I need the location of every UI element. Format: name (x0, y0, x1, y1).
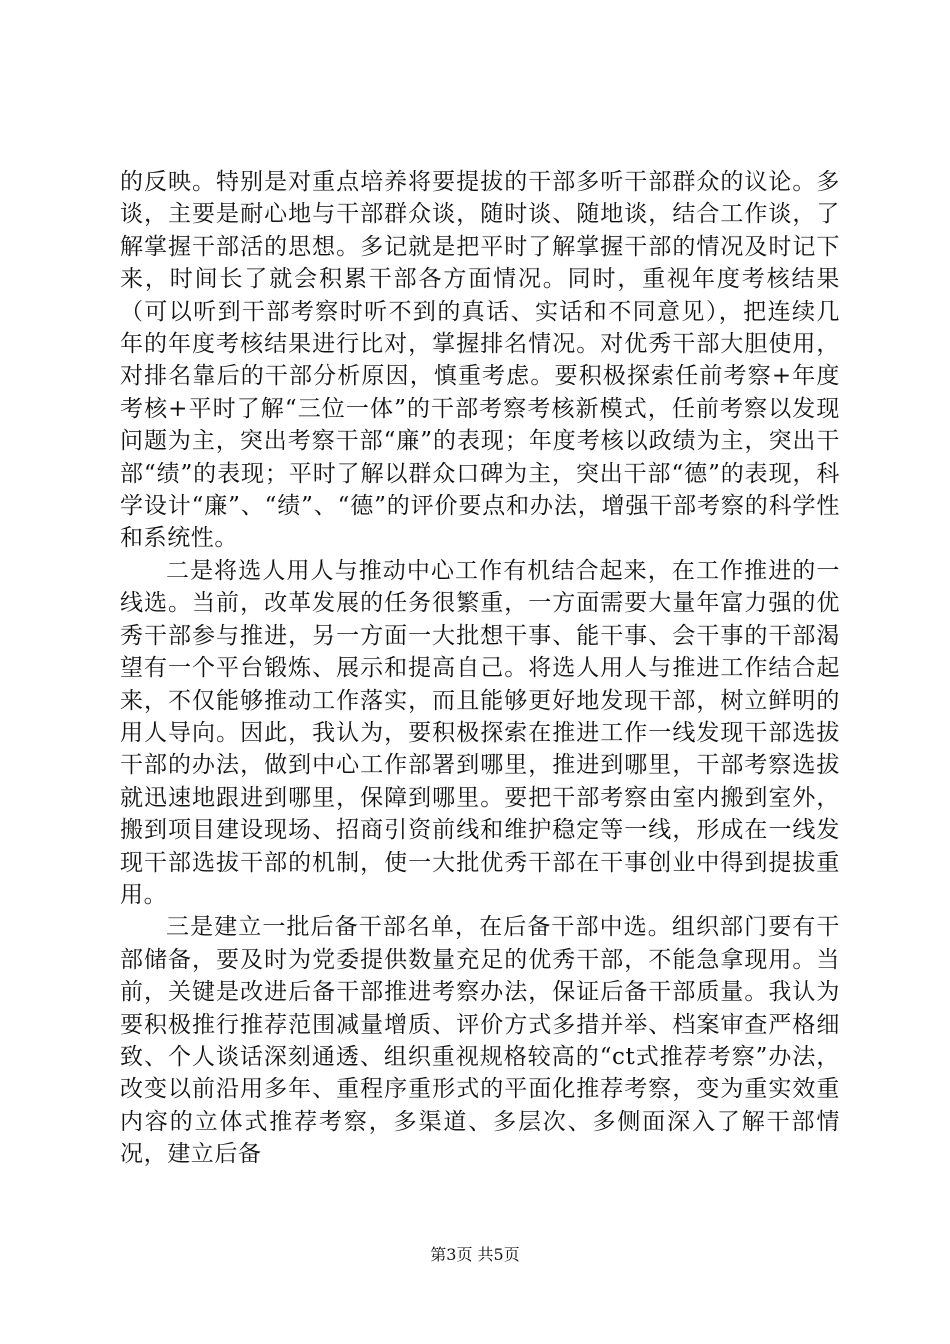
paragraph-continuation: 的反映。特别是对重点培养将要提拔的干部多听干部群众的议论。多谈，主要是耐心地与干部群众谈，随时谈、随地谈，结合工作谈，了解掌握干部活的思想。多记就是把平时了解掌握干部的情况及时记下来，时间长了就会积累干部各方面情况。同时，重视年度考核结果（可以听到干部考察时听不到的真话、实话和不同意见），把连续几年的年度考核结果进行比对，掌握排名情况。对优秀干部大胆使用，对排名靠后的干部分析原因，慎重考虑。要积极探索任前考察+年度考核+平时了解“三位一体”的干部考察考核新模式，任前考察以发现问题为主，突出考察干部“廉”的表现；年度考核以政绩为主，突出干部“绩”的表现；平时了解以群众口碑为主，突出干部“德”的表现，科学设计“廉”、“绩”、“德”的评价要点和办法，增强干部考察的科学性和系统性。 (120, 169, 840, 552)
paragraph-second-point: 二是将选人用人与推动中心工作有机结合起来，在工作推进的一线选。当前，改革发展的任务很繁重，一方面需要大量年富力强的优秀干部参与推进，另一方面一大批想干事、能干事、会干事的干部渴望有一个平台锻炼、展示和提高自己。将选人用人与推进工作结合起来，不仅能够推动工作落实，而且能够更好地发现干部，树立鲜明的用人导向。因此，我认为，要积极探索在推进工作一线发现干部选拔干部的办法，做到中心工作部署到哪里，推进到哪里，干部考察选拔就迅速地跟进到哪里，保障到哪里。要把干部考察由室内搬到室外，搬到项目建设现场、招商引资前线和维护稳定等一线，形成在一线发现干部选拔干部的机制，使一大批优秀干部在干事创业中得到提拔重用。 (120, 557, 840, 908)
document-body (120, 166, 840, 1171)
page-number: 第3页 共5页 (430, 1245, 520, 1264)
paragraph-third-point: 三是建立一批后备干部名单，在后备干部中选。组织部门要有干部储备，要及时为党委提供数量充足的优秀干部，不能急拿现用。当前，关键是改进后备干部推进考察办法，保证后备干部质量。我认为要积极推行推荐范围减量增质、评价方式多措并举、档案审查严格细致、个人谈话深刻通透、组织重视规格较高的“ct式推荐考察”办法，改变以前沿用多年、重程序重形式的平面化推荐考察，变为重实效重内容的立体式推荐考察，多渠道、多层次、多侧面深入了解干部情况，建立后备 (120, 914, 840, 1168)
page-footer (0, 1245, 950, 1265)
